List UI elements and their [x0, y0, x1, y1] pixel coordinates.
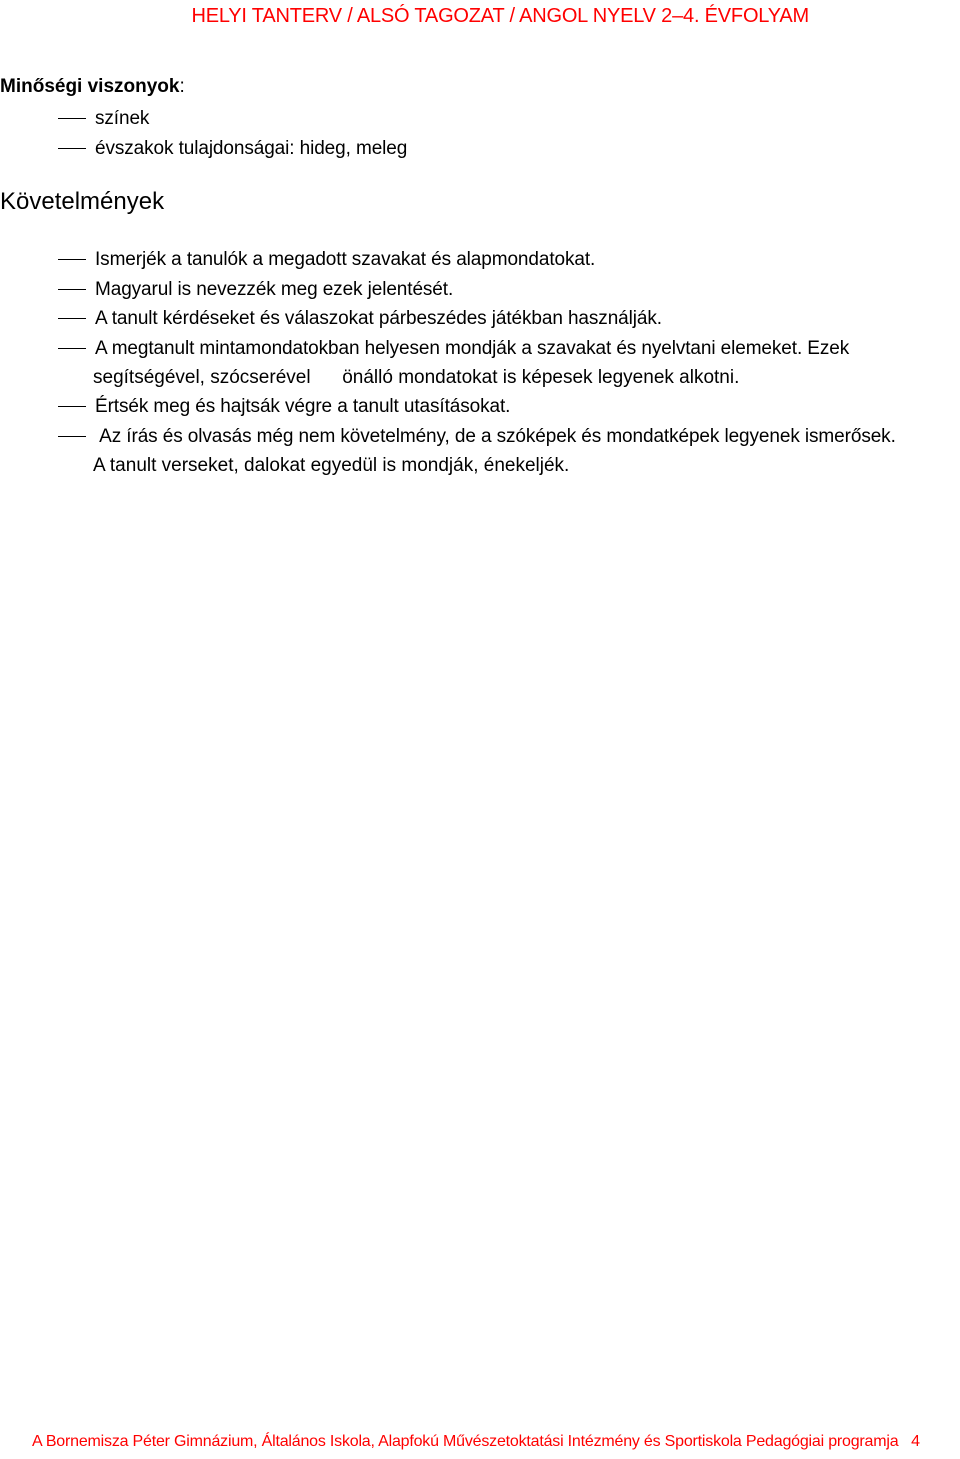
quality-relations-label-colon: : [179, 76, 185, 97]
requirement-item: Értsék meg és hajtsák végre a tanult utasításokat. [95, 396, 511, 417]
requirements-heading: Követelmények [0, 188, 165, 215]
requirement-item: Az írás és olvasás még nem követelmény, de a szóképek és mondatképek legyenek ismerősek. [95, 426, 896, 447]
requirement-item-continuation: A tanult verseket, dalokat egyedül is mondják, énekeljék. [93, 455, 570, 476]
dash-bullet [58, 259, 86, 260]
requirement-item: Magyarul is nevezzék meg ezek jelentését. [95, 279, 454, 300]
dash-bullet [58, 318, 86, 319]
dash-bullet [58, 348, 86, 349]
dash-bullet [58, 289, 86, 290]
dash-bullet [58, 436, 86, 437]
dash-bullet [58, 148, 86, 149]
dash-bullet [58, 406, 86, 407]
requirement-item: Ismerjék a tanulók a megadott szavakat és alapmondatokat. [95, 249, 596, 270]
quality-item: évszakok tulajdonságai: hideg, meleg [95, 138, 408, 159]
requirement-item: A tanult kérdéseket és válaszokat párbeszédes játékban használják. [95, 308, 662, 329]
requirement-item-continuation: segítségével, szócserével önálló mondatokat is képesek legyenek alkotni. [93, 367, 740, 388]
page-footer: A Bornemisza Péter Gimnázium, Általános Iskola, Alapfokú Művészetoktatási Intézmény és Sportiskola Pedagógiai programja 4 [32, 1433, 920, 1450]
quality-relations-label-bold: Minőségi viszonyok [0, 76, 180, 97]
quality-relations-label [0, 76, 185, 98]
page-header-title: HELYI TANTERV / ALSÓ TAGOZAT / ANGOL NYELV 2–4. ÉVFOLYAM [191, 5, 809, 27]
requirement-item: A megtanult mintamondatokban helyesen mondják a szavakat és nyelvtani elemeket. Ezek [95, 338, 850, 359]
quality-item: színek [95, 108, 150, 129]
dash-bullet [58, 118, 86, 119]
